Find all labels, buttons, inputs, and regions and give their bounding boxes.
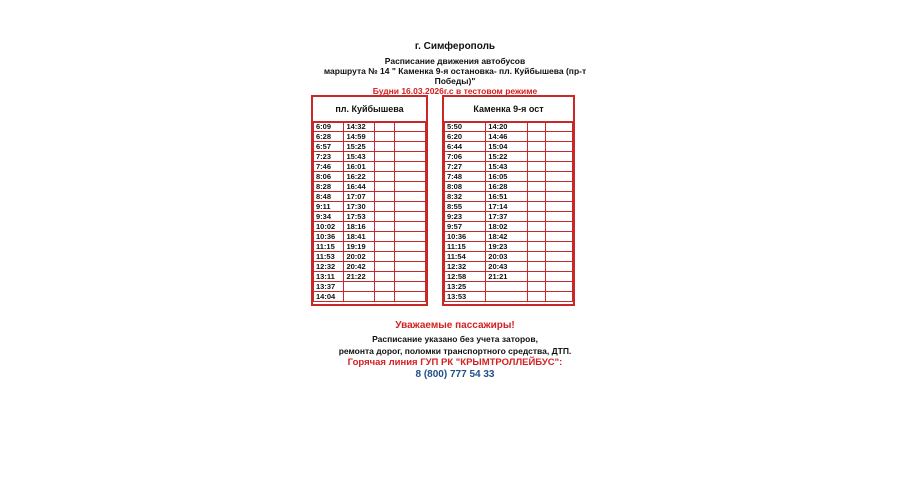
table-row [445,272,573,282]
time-cell: 12:32 [314,262,344,272]
time-cell: 17:30 [344,202,374,212]
time-cell: 14:04 [314,292,344,302]
time-cell [374,162,394,172]
table-row [314,272,426,282]
table-row [314,222,426,232]
time-cell [374,122,394,132]
table-row [314,292,426,302]
table-row [445,292,573,302]
time-cell [394,212,425,222]
time-cell [545,132,572,142]
time-cell [545,262,572,272]
time-cell [545,122,572,132]
time-cell: 6:44 [445,142,486,152]
table-row [314,162,426,172]
time-cell: 6:57 [314,142,344,152]
table-row [445,202,573,212]
time-cell: 13:11 [314,272,344,282]
table-row [445,252,573,262]
time-cell: 20:43 [486,262,527,272]
time-cell: 7:46 [314,162,344,172]
time-cell [545,172,572,182]
time-cell [394,162,425,172]
timetable-left [313,121,426,302]
time-cell: 18:41 [344,232,374,242]
time-cell: 15:22 [486,152,527,162]
time-cell [374,262,394,272]
table-row [314,122,426,132]
time-cell: 13:37 [314,282,344,292]
time-cell: 7:23 [314,152,344,162]
notice-line-2: ремонта дорог, поломки транспортного средства, ДТП. [338,346,572,356]
time-cell [527,232,545,242]
time-cell: 18:02 [486,222,527,232]
time-cell [527,282,545,292]
time-cell: 6:20 [445,132,486,142]
time-cell [394,132,425,142]
time-cell [394,292,425,302]
time-cell: 14:46 [486,132,527,142]
time-cell: 8:28 [314,182,344,192]
time-cell: 13:25 [445,282,486,292]
time-cell [545,232,572,242]
table-row [445,192,573,202]
time-cell [394,282,425,292]
time-cell [545,282,572,292]
time-cell [374,172,394,182]
table-row [314,192,426,202]
time-cell [394,262,425,272]
time-cell [374,242,394,252]
time-cell: 7:27 [445,162,486,172]
route-line-1: маршрута № 14 " Каменка 9-я остановка- пл. Куйбышева (пр-т [323,66,587,76]
table-row [314,142,426,152]
notice-line-1: Расписание указано без учета заторов, [372,334,538,344]
time-cell: 8:08 [445,182,486,192]
time-cell: 21:22 [344,272,374,282]
time-cell [374,132,394,142]
time-cell: 16:28 [486,182,527,192]
time-cell [344,292,374,302]
stop-title-left: пл. Куйбышева [313,97,426,123]
time-cell: 9:57 [445,222,486,232]
table-row [445,122,573,132]
time-cell [394,122,425,132]
table-row [445,222,573,232]
table-row [445,172,573,182]
time-cell [374,182,394,192]
time-cell [527,142,545,152]
table-row [314,262,426,272]
table-row [445,132,573,142]
time-cell: 20:03 [486,252,527,262]
time-cell [527,212,545,222]
time-cell [394,272,425,282]
time-cell [527,192,545,202]
time-cell [374,232,394,242]
time-cell: 16:05 [486,172,527,182]
time-cell [545,142,572,152]
time-cell [545,272,572,282]
time-cell: 17:53 [344,212,374,222]
time-cell [527,172,545,182]
passenger-greeting: Уважаемые пассажиры! [395,320,515,331]
time-cell [394,202,425,212]
time-cell [344,282,374,292]
schedule-panel-right [442,95,575,306]
time-cell: 18:16 [344,222,374,232]
time-cell: 18:42 [486,232,527,242]
time-cell [374,202,394,212]
time-cell: 8:06 [314,172,344,182]
time-cell: 19:19 [344,242,374,252]
time-cell: 12:32 [445,262,486,272]
schedule-panel-left [311,95,428,306]
time-cell: 14:32 [344,122,374,132]
stop-title-right: Каменка 9-я ост [444,97,573,123]
time-cell [374,222,394,232]
time-cell: 6:09 [314,122,344,132]
time-cell: 14:59 [344,132,374,142]
hotline-label: Горячая линия ГУП РК "КРЫМТРОЛЛЕЙБУС": [347,357,563,368]
time-cell: 15:04 [486,142,527,152]
time-cell: 8:32 [445,192,486,202]
time-cell: 9:23 [445,212,486,222]
time-cell [374,212,394,222]
time-cell: 21:21 [486,272,527,282]
table-row [445,262,573,272]
time-cell [527,272,545,282]
time-cell: 12:58 [445,272,486,282]
hotline-phone: 8 (800) 777 54 33 [415,369,495,380]
time-cell: 5:50 [445,122,486,132]
time-cell [394,182,425,192]
time-cell: 11:15 [314,242,344,252]
time-cell [394,142,425,152]
time-cell [527,292,545,302]
time-cell: 11:53 [314,252,344,262]
time-cell [374,152,394,162]
time-cell: 17:07 [344,192,374,202]
time-cell [394,152,425,162]
table-row [445,232,573,242]
time-cell [527,182,545,192]
time-cell: 10:36 [314,232,344,242]
time-cell [486,292,527,302]
time-cell: 15:43 [486,162,527,172]
time-cell [527,202,545,212]
time-cell [374,192,394,202]
table-row [314,182,426,192]
time-cell [545,152,572,162]
time-cell: 7:06 [445,152,486,162]
time-cell: 6:28 [314,132,344,142]
time-cell: 15:43 [344,152,374,162]
timetable-right [444,121,573,302]
time-cell [486,282,527,292]
city-title: г. Симферополь [414,41,496,52]
time-cell [545,292,572,302]
time-cell: 13:53 [445,292,486,302]
table-row [314,152,426,162]
table-row [445,142,573,152]
table-row [445,212,573,222]
time-cell [527,242,545,252]
time-cell: 8:55 [445,202,486,212]
time-cell [545,162,572,172]
table-row [314,202,426,212]
time-cell [545,242,572,252]
time-cell [545,252,572,262]
time-cell: 11:54 [445,252,486,262]
table-row [445,182,573,192]
route-line-2: Победы)" [434,76,476,86]
table-row [314,132,426,142]
time-cell: 15:25 [344,142,374,152]
time-cell [527,222,545,232]
table-row [314,242,426,252]
time-cell [394,222,425,232]
table-row [314,232,426,242]
time-cell [374,272,394,282]
schedule-subtitle: Расписание движения автобусов [384,56,526,66]
table-row [445,152,573,162]
time-cell [545,192,572,202]
time-cell [394,172,425,182]
time-cell [545,212,572,222]
table-row [314,282,426,292]
time-cell: 8:48 [314,192,344,202]
time-cell: 17:14 [486,202,527,212]
time-cell: 20:42 [344,262,374,272]
time-cell: 19:23 [486,242,527,252]
time-cell [374,292,394,302]
table-row [445,242,573,252]
time-cell: 9:11 [314,202,344,212]
time-cell [527,252,545,262]
day-note: Будни 16.03.2026г.с в тестовом режиме [372,86,538,96]
time-cell [527,152,545,162]
table-row [314,252,426,262]
time-cell [374,252,394,262]
time-cell: 16:01 [344,162,374,172]
time-cell [545,182,572,192]
time-cell [545,202,572,212]
route-description [310,66,600,86]
time-cell: 10:02 [314,222,344,232]
time-cell [527,132,545,142]
time-cell [394,252,425,262]
time-cell [527,162,545,172]
table-row [314,212,426,222]
time-cell [527,122,545,132]
time-cell [394,232,425,242]
time-cell [394,192,425,202]
time-cell: 20:02 [344,252,374,262]
time-cell: 16:51 [486,192,527,202]
time-cell: 17:37 [486,212,527,222]
time-cell [374,142,394,152]
time-cell: 10:36 [445,232,486,242]
time-cell: 16:22 [344,172,374,182]
time-cell: 16:44 [344,182,374,192]
time-cell: 14:20 [486,122,527,132]
table-row [445,282,573,292]
time-cell [527,262,545,272]
table-row [445,162,573,172]
time-cell [394,242,425,252]
time-cell [545,222,572,232]
time-cell [374,282,394,292]
time-cell: 9:34 [314,212,344,222]
time-cell: 7:48 [445,172,486,182]
time-cell: 11:15 [445,242,486,252]
table-row [314,172,426,182]
